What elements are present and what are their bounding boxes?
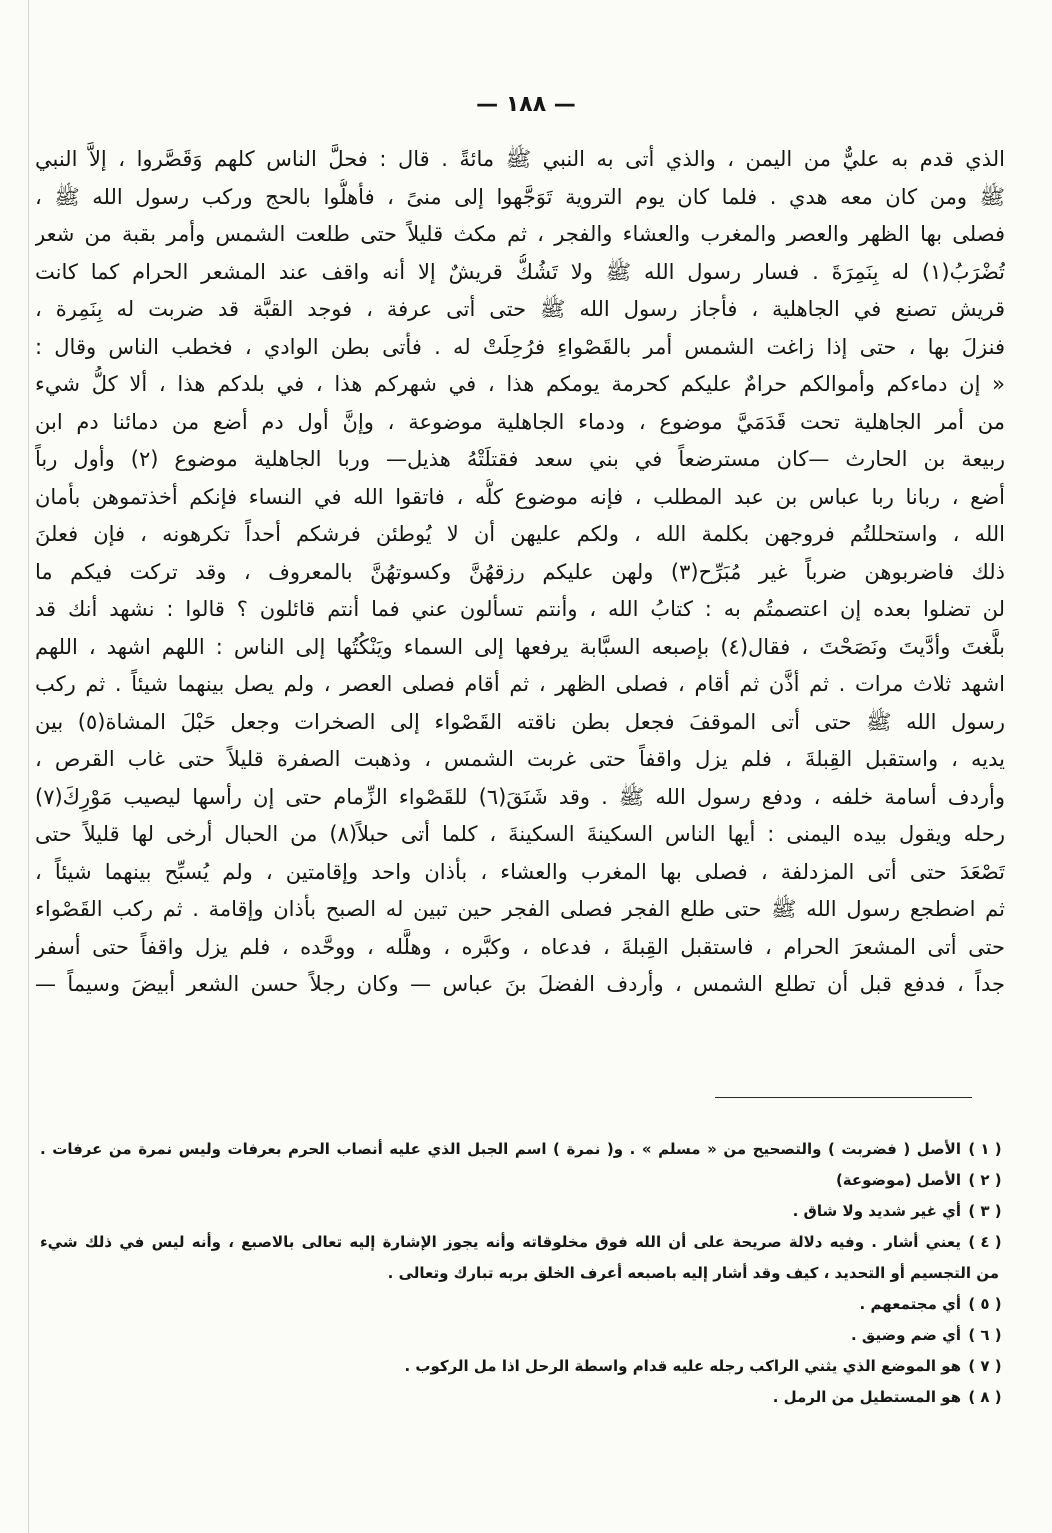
body-line: فصلى بها الظهر والعصر والمغرب والعشاء والفجر ، ثم مكث قليلاً حتى طلعت الشمس وأمر بقبة من شعر [35, 222, 1005, 246]
footnote-number: ( ٥ ) [968, 1295, 1002, 1313]
body-line: تُضْرَبُ(١) له بِنَمِرَةَ . فسار رسول الله ﷺ ولا تَشُكُّ قريشٌ إلا أنه واقف عند المشعر الحرام كما كانت [35, 259, 1005, 284]
footnote-number: ( ٢ ) [968, 1171, 1002, 1189]
body-line: الله ، واستحللتُم فروجهن بكلمة الله ، ولكم عليهن أن لا يُوطئن فرشكم أحداً تكرهونه ، فإن فعلنَ [35, 522, 1005, 546]
body-line: من أمر الجاهلية تحت قَدَمَيَّ موضوع ، ودماء الجاهلية موضوعة ، وإنَّ أول دم أضع من دمائنا دم ابن [35, 409, 1005, 434]
body-line: ربيعة بن الحارث —كان مسترضعاً في بني سعد فقتلَتْهُ هذيل— وربا الجاهلية موضوع (٢) وأول رباً [35, 447, 1005, 471]
body-line: أضع ، ربانا ربا عباس بن عبد المطلب ، فإنه موضوع كلُّه ، فاتقوا الله في النساء فإنكم أخذتموهن بأمان [35, 484, 1005, 509]
footnote [40, 1165, 1005, 1196]
footnote-text: أي ضم وضيق . [851, 1326, 961, 1344]
body-line: بلَّغتَ وأدَّيتَ ونَصَحْتَ ، فقال(٤) بإصبعه السبَّابة يرفعها إلى السماء ويَنْكُتُها إلى الناس : اللهم اشهد ، اللهم [35, 634, 1005, 659]
body-line: اشهد ثلاث مرات . ثم أذَّن ثم أقام ، فصلى الظهر ، ثم أقام فصلى العصر ، ولم يصل بينهما شيئاً . ثم ركب [35, 672, 1005, 696]
footnote-text: هو المستطيل من الرمل . [772, 1388, 961, 1406]
footnote [40, 1227, 1005, 1258]
footnote-separator [715, 1097, 972, 1098]
body-line: رسول الله ﷺ حتى أتى الموقفَ فجعل بطن ناقته القَصْواء إلى الصخرات وجعل حَبْلَ المشاة(٥) بين [35, 709, 1005, 734]
body-line: ثم اضطجع رسول الله ﷺ حتى طلع الفجر فصلى الفجر حين تبين له الصبح بأذان وإقامة . ثم ركب القَصْواء [35, 897, 1005, 921]
body-line: فنزلَ بها ، حتى إذا زاغت الشمس أمر بالقَصْواءِ فرُحِلَتْ له . فأتى بطن الوادي ، فخطب الناس وقال : [35, 334, 1005, 359]
scan-edge-line [28, 0, 29, 1533]
page-number: — ١٨٨ — [476, 92, 576, 117]
footnote-number: ( ٣ ) [968, 1202, 1002, 1220]
footnote-text: يعني أشار . وفيه دلالة صريحة على أن الله فوق مخلوقاته وأنه يجوز الإشارة إليه تعالى بالاصبع ، وأنه ليس في ذلك شيء [40, 1233, 961, 1251]
body-line: ﷺ ومن كان معه هدي . فلما كان يوم التروية تَوَجَّهوا إلى منىً ، فأهلُّوا بالحج وركب رسول الله ﷺ ، [35, 184, 1005, 209]
body-line: يديه ، واستقبل القِبلةَ ، فلم يزل واقفاً حتى غربت الشمس ، وذهبت الصفرة قليلاً حتى غاب القرص ، [35, 747, 1005, 771]
footnote-text: هو الموضع الذي يثني الراكب رجله عليه قدام واسطة الرحل اذا مل الركوب . [404, 1357, 961, 1375]
footnote-continuation [40, 1258, 1005, 1289]
footnotes [40, 1134, 1005, 1413]
footnote-number: ( ٧ ) [968, 1357, 1002, 1375]
footnote [40, 1320, 1005, 1351]
footnote [40, 1289, 1005, 1320]
footnote-text: الأصل ( فضربت ) والتصحيح من « مسلم » . و( نمرة ) اسم الجبل الذي عليه أنصاب الحرم بعرفات وليس نمرة من عرفات . [40, 1140, 961, 1158]
body-line: تَصْعَدَ حتى أتى المزدلفة ، فصلى بها المغرب والعشاء ، بأذان واحد وإقامتين ، ولم يُسبِّح بينهما شيئاً ، [35, 859, 1005, 884]
body-line: رحله ويقول بيده اليمنى : أيها الناس السكينةَ السكينةَ ، كلما أتى حبلاً(٨) من الحبال أرخى لها قليلاً حتى [35, 822, 1005, 846]
footnote-text: أي مجتمعهم . [859, 1295, 961, 1313]
body-line: « إن دماءكم وأموالكم حرامٌ عليكم كحرمة يومكم هذا ، في شهركم هذا ، في بلدكم هذا ، ألا كلُّ شيء [35, 372, 1005, 396]
footnote [40, 1351, 1005, 1382]
footnote-text: من التجسيم أو التحديد ، كيف وقد أشار إليه باصبعه أعرف الخلق بربه تبارك وتعالى . [387, 1264, 999, 1282]
footnote-number: ( ٨ ) [968, 1388, 1002, 1406]
footnote-number: ( ١ ) [968, 1140, 1002, 1158]
main-text [35, 141, 1005, 1004]
footnote-text: أي غير شديد ولا شاق . [792, 1202, 961, 1220]
footnote-number: ( ٦ ) [968, 1326, 1002, 1344]
body-line: وأردف أسامة خلفه ، ودفع رسول الله ﷺ . وقد شَنَقَ(٦) للقَصْواء الزِّمام حتى إن رأسها ليصيب مَوْرِكَ(٧) [35, 784, 1005, 809]
footnote [40, 1382, 1005, 1413]
body-line: الذي قدم به عليٌّ من اليمن ، والذي أتى به النبي ﷺ مائةً . قال : فحلَّ الناس كلهم وَقَصَّروا ، إلاَّ النبي [35, 147, 1005, 171]
body-line: لن تضلوا بعده إن اعتصمتُم به : كتابُ الله ، وأنتم تسألون عني فما أنتم قائلون ؟ قالوا : نشهد أنك قد [35, 597, 1005, 621]
body-line: حتى أتى المشعرَ الحرام ، فاستقبل القِبلةَ ، فدعاه ، وكبَّره ، وهلَّله ، ووحَّده ، فلم يزل واقفاً حتى أسفر [35, 934, 1005, 959]
body-line: جداً ، فدفع قبل أن تطلع الشمس ، وأردف الفضلَ بنَ عباس — وكان رجلاً حسن الشعر أبيضَ وسيماً — [35, 972, 1005, 996]
footnote-number: ( ٤ ) [968, 1233, 1002, 1251]
footnote [40, 1134, 1005, 1165]
body-line: ذلك فاضربوهن ضرباً غير مُبَرِّح(٣) ولهن عليكم رزقهُنَّ وكسوتهُنَّ بالمعروف ، وقد تركت فيكم ما [35, 559, 1005, 584]
footnote-text: الأصل (موضوعة) [835, 1171, 961, 1189]
body-line: قريش تصنع في الجاهلية ، فأجاز رسول الله ﷺ حتى أتى عرفة ، فوجد القبَّة قد ضربت له بِنَمِرة ، [35, 297, 1005, 321]
footnote [40, 1196, 1005, 1227]
